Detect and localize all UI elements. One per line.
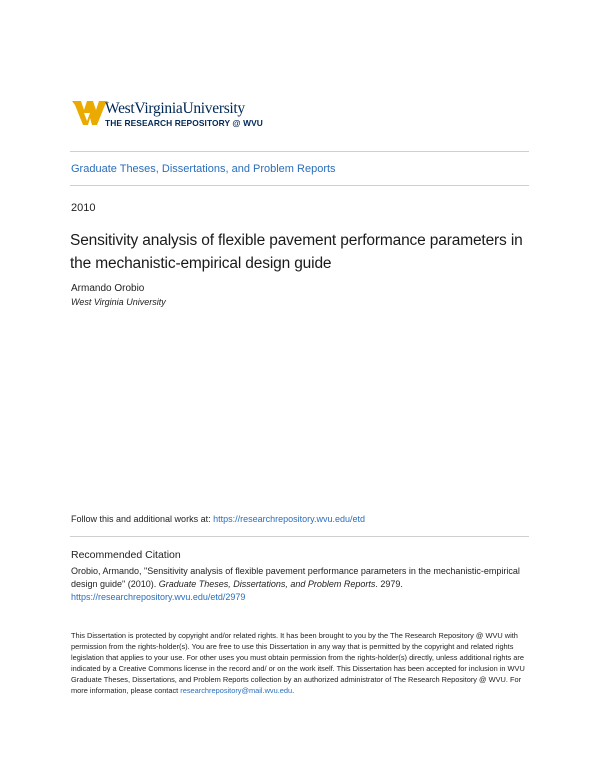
contact-email-link[interactable]: researchrepository@mail.wvu.edu	[180, 686, 293, 695]
divider-citation	[70, 536, 529, 537]
document-title: Sensitivity analysis of flexible pavement performance parameters in the mechanistic-empirical design guide	[70, 232, 523, 272]
rights-notice-end: .	[292, 686, 295, 695]
follow-url-link[interactable]: https://researchrepository.wvu.edu/etd	[213, 514, 365, 524]
rights-notice	[71, 630, 533, 696]
follow-line	[71, 514, 365, 524]
flying-wv-icon	[72, 101, 108, 127]
citation-text	[71, 565, 531, 604]
logo-name: WestVirginiaUniversity	[105, 100, 245, 117]
citation-heading: Recommended Citation	[71, 549, 181, 561]
series-link[interactable]: Graduate Theses, Dissertations, and Problem Reports	[71, 163, 336, 175]
citation-body: Orobio, Armando, "Sensitivity analysis of flexible pavement performance parameters in the mechanistic-empirical design guide" (2010).	[71, 566, 520, 589]
follow-prefix: Follow this and additional works at:	[71, 514, 214, 524]
citation-collection: Graduate Theses, Dissertations, and Problem Reports	[158, 579, 376, 589]
divider-top	[70, 151, 529, 152]
citation-number: . 2979.	[375, 579, 403, 589]
publication-year: 2010	[71, 202, 96, 214]
author-affiliation: West Virginia University	[71, 297, 166, 307]
divider-series	[70, 185, 529, 186]
logo-subtitle: THE RESEARCH REPOSITORY @ WVU	[105, 118, 263, 128]
wvu-logo[interactable]	[72, 99, 282, 135]
author-name: Armando Orobio	[71, 283, 145, 294]
citation-url-link[interactable]: https://researchrepository.wvu.edu/etd/2979	[71, 592, 246, 602]
rights-notice-text: This Dissertation is protected by copyright and/or related rights. It has been brought to you by the The Research Repository @ WVU with permission from the rights-holder(s). You are free to use this Dissertation in any way that is permitted by the copyright and related rights legislation that applies to your use. For other uses you must obtain permission from the rights-holder(s) directly, unless additional rights are indicated by a Creative Commons license in the record and/ or on the work itself. This Dissertation has been accepted for inclusion in WVU Graduate Theses, Dissertations, and Problem Reports collection by an authorized administrator of The Research Repository @ WVU. For more information, please contact	[71, 631, 525, 695]
